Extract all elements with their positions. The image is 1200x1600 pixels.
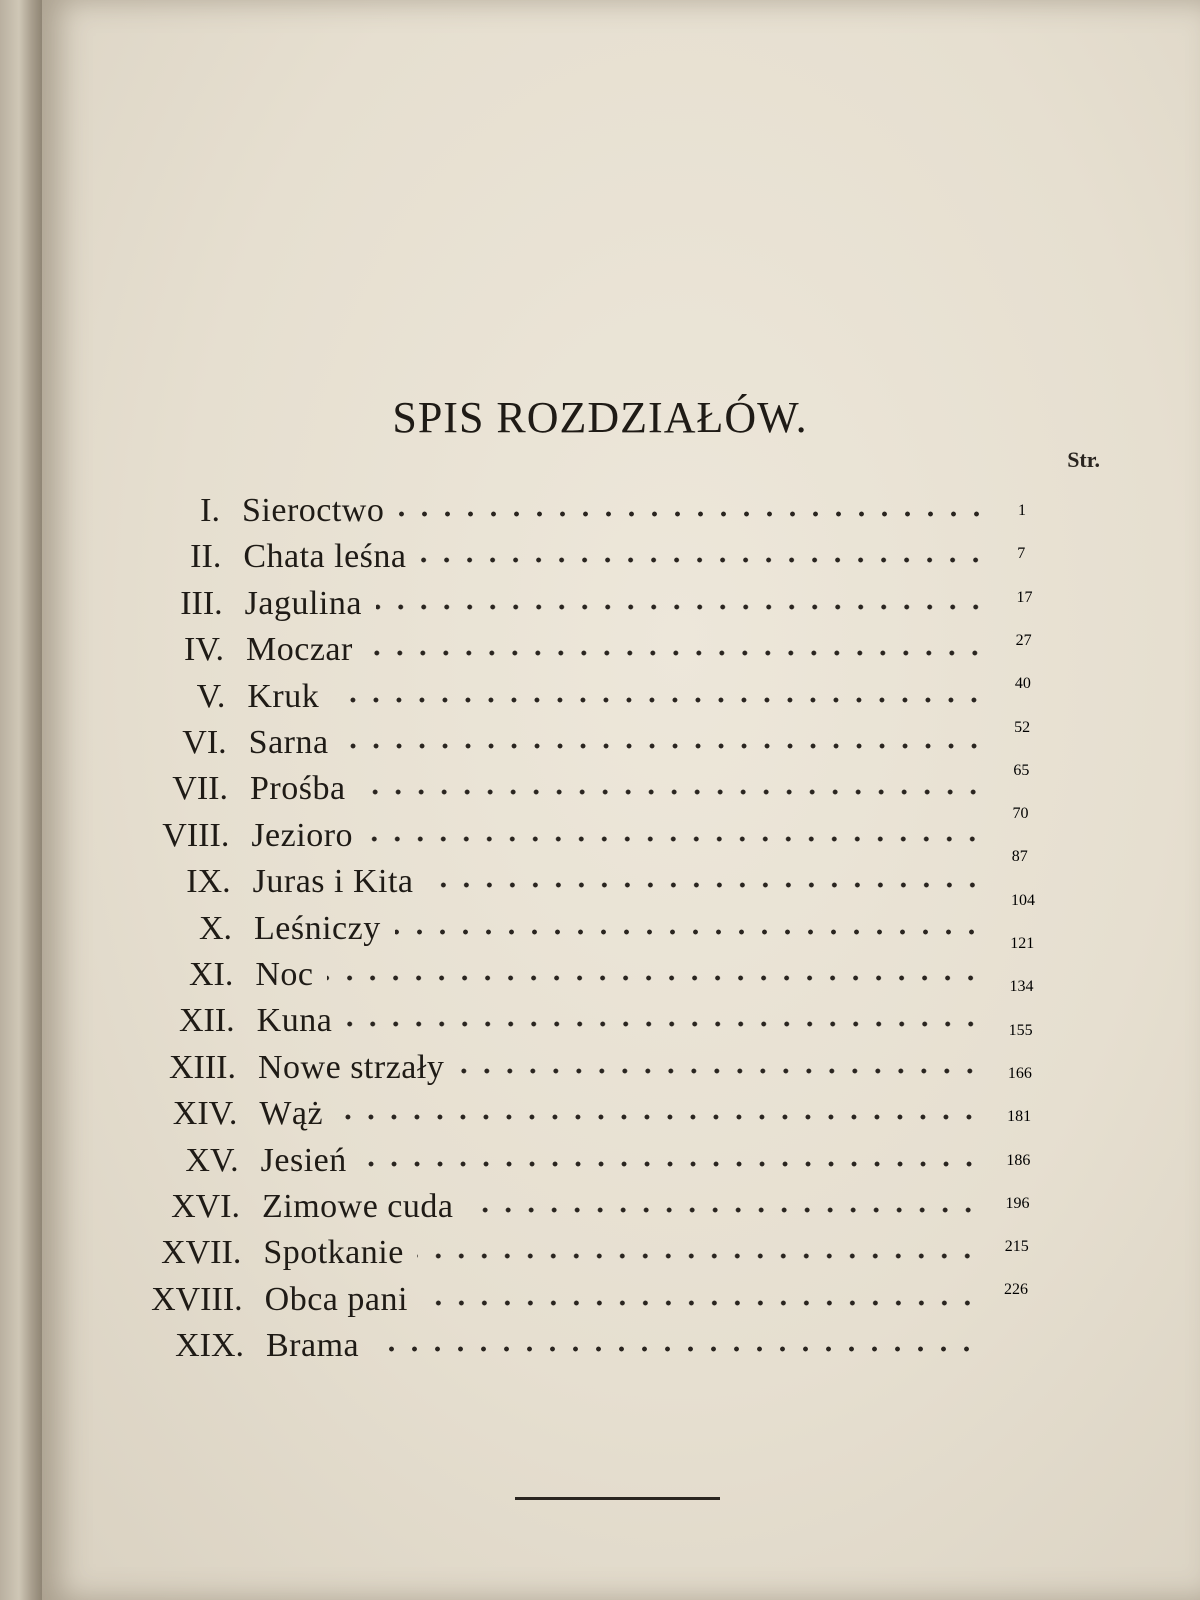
chapter-numeral: XII. xyxy=(178,1002,235,1040)
list-item xyxy=(175,1327,978,1367)
dot-leader xyxy=(333,696,985,704)
chapter-page-number: 215 xyxy=(1004,1238,1029,1256)
list-item xyxy=(168,1048,981,1089)
chapter-title: Kuna xyxy=(256,1002,333,1040)
dot-leader xyxy=(398,510,988,518)
chapter-numeral: IX. xyxy=(186,863,231,901)
list-item xyxy=(182,724,986,764)
list-item xyxy=(198,909,983,950)
chapter-title: Obca pani xyxy=(264,1280,408,1318)
list-item xyxy=(171,1188,980,1228)
dot-leader xyxy=(373,1345,978,1353)
list-item xyxy=(180,584,987,625)
chapter-title: Zimowe cuda xyxy=(262,1188,454,1225)
chapter-page-number: 70 xyxy=(1012,805,1029,823)
chapter-title: Brama xyxy=(266,1327,360,1365)
chapter-numeral: VIII. xyxy=(162,816,230,854)
chapter-title: Noc xyxy=(255,956,314,993)
closing-rule xyxy=(515,1497,720,1500)
chapter-page-number: 40 xyxy=(1014,675,1031,693)
dot-leader xyxy=(347,1020,982,1028)
chapter-page-number: 17 xyxy=(1016,588,1033,606)
chapter-page-number: 104 xyxy=(1011,891,1035,909)
chapter-page-number: 121 xyxy=(1010,935,1035,952)
dot-leader xyxy=(395,928,983,936)
dot-leader xyxy=(422,1299,979,1307)
chapter-title: Jesień xyxy=(260,1141,347,1179)
chapter-page-number: 186 xyxy=(1006,1151,1031,1169)
chapter-page-number: 1 xyxy=(1018,502,1026,519)
dot-leader xyxy=(367,835,984,843)
chapter-numeral: VI. xyxy=(182,724,227,761)
dot-leader xyxy=(360,788,985,796)
dot-leader xyxy=(367,649,986,657)
chapter-title: Jagulina xyxy=(244,584,362,622)
chapter-title: Chata leśna xyxy=(243,538,407,576)
chapter-page-number: 87 xyxy=(1011,848,1028,866)
dot-leader xyxy=(420,556,987,564)
chapter-page-number: 196 xyxy=(1005,1194,1030,1212)
dot-leader xyxy=(343,742,986,750)
chapter-numeral: III. xyxy=(180,584,223,622)
chapter-numeral: XIV. xyxy=(172,1095,238,1133)
chapter-page-number: 155 xyxy=(1008,1021,1033,1039)
chapter-page-number: 65 xyxy=(1013,761,1030,779)
chapter-page-number: 226 xyxy=(1004,1281,1028,1299)
dot-leader xyxy=(428,881,984,889)
chapter-numeral: X. xyxy=(198,909,232,947)
chapter-title: Sarna xyxy=(248,724,329,761)
chapter-numeral: V. xyxy=(196,677,226,715)
chapter-numeral: XI. xyxy=(188,956,234,993)
dot-leader xyxy=(458,1067,981,1075)
chapter-numeral: IV. xyxy=(184,631,224,669)
chapter-title: Juras i Kita xyxy=(252,863,414,901)
dot-leader xyxy=(327,974,982,982)
list-item xyxy=(172,1095,980,1135)
chapter-title: Nowe strzały xyxy=(258,1048,445,1086)
dot-leader xyxy=(417,1252,979,1260)
chapter-page-number: 134 xyxy=(1009,978,1034,996)
dot-leader xyxy=(376,603,987,611)
chapter-numeral: VII. xyxy=(172,770,228,808)
chapter-page-number: 27 xyxy=(1015,631,1032,649)
list-item xyxy=(200,492,988,532)
page-column-label: Str. xyxy=(1067,447,1100,472)
chapter-title: Jezioro xyxy=(251,816,354,854)
list-item xyxy=(186,863,984,903)
dot-leader xyxy=(361,1160,981,1168)
chapter-title: Kruk xyxy=(247,677,320,715)
chapter-page-number: 166 xyxy=(1007,1064,1032,1082)
page-title: SPIS ROZDZIAŁÓW. xyxy=(392,393,808,442)
list-item xyxy=(178,1002,982,1042)
list-item xyxy=(184,631,986,671)
dot-leader xyxy=(337,1113,980,1121)
chapter-page-number: 52 xyxy=(1014,718,1031,736)
chapter-numeral: XVI. xyxy=(171,1188,240,1225)
chapter-title: Wąż xyxy=(259,1095,324,1133)
list-item xyxy=(172,770,985,810)
chapter-title: Sieroctwo xyxy=(242,492,385,529)
chapter-numeral: XVIII. xyxy=(151,1280,243,1318)
list-item xyxy=(188,956,982,996)
list-item xyxy=(162,816,984,857)
chapter-title: Spotkanie xyxy=(263,1234,404,1272)
chapter-numeral: I. xyxy=(200,492,220,529)
chapter-page-number: 7 xyxy=(1017,545,1026,563)
list-item xyxy=(151,1280,979,1321)
list-item xyxy=(185,1141,981,1182)
chapter-title: Moczar xyxy=(246,631,353,669)
chapter-title: Leśniczy xyxy=(254,909,381,947)
chapter-page-number: 181 xyxy=(1007,1108,1032,1126)
chapter-numeral: XIII. xyxy=(168,1048,236,1086)
chapter-numeral: XV. xyxy=(185,1141,239,1179)
chapter-numeral: XIX. xyxy=(175,1327,244,1365)
chapter-title: Prośba xyxy=(250,770,346,808)
list-item xyxy=(196,677,985,718)
list-item xyxy=(190,538,987,578)
chapter-numeral: XVII. xyxy=(161,1234,242,1272)
chapter-numeral: II. xyxy=(190,538,222,576)
list-item xyxy=(161,1234,979,1274)
dot-leader xyxy=(468,1206,980,1214)
